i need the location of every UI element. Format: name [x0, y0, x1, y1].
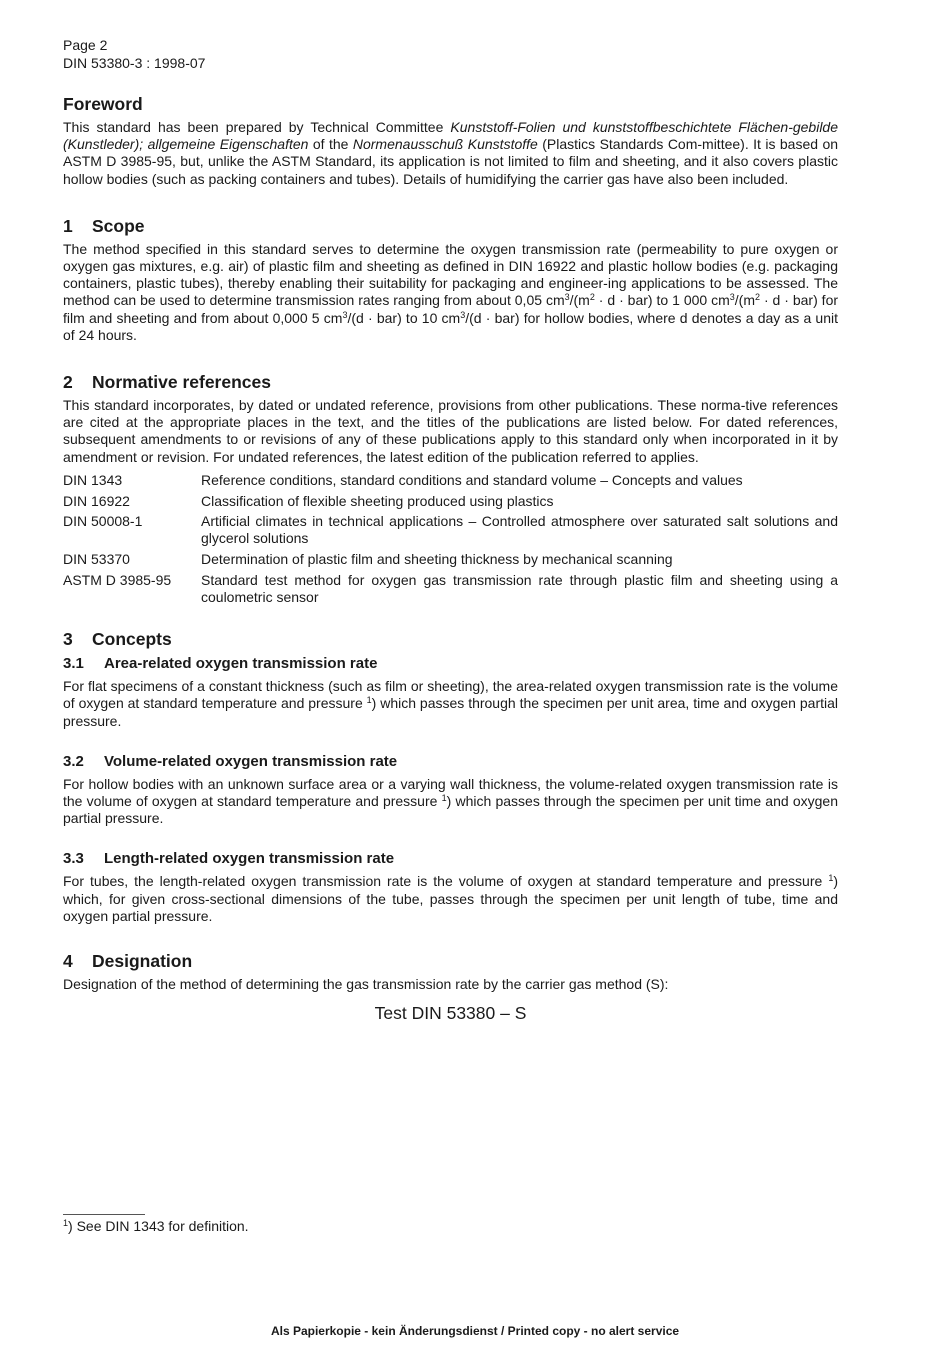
- reference-code: DIN 16922: [63, 492, 130, 509]
- scope-paragraph: The method specified in this standard serves to determine the oxygen transmission rate (permeability to pure oxygen or oxygen gas mixtures, e.g. air) of plastic film and sheeting as defined in DIN 16922 and plastic hollow bodies (e.g. packaging containers, plastic tubes), thereby enabling their suitability for packaging and engineer-ing applications to be assessed. The method can be used to determine transmission rates ranging from about 0,05 $cm^3/(m^2 \cdot d \cdot bar)$ to 1 000 $cm^3/(m^2 \cdot d \cdot bar)$ for film and sheeting and from about 0,000 5 $cm^3/(d \cdot bar)$ to 10 $cm^3/(d \cdot bar)$ for hollow bodies, where d denotes a day as a unit of 24 hours.: [63, 240, 839, 343]
- footnote-divider: [63, 1214, 145, 1215]
- document-number: DIN 53380-3 : 1998-07: [63, 55, 206, 71]
- document-page: [63, 36, 838, 1024]
- reference-code: DIN 50008-1: [63, 513, 143, 530]
- subsection-paragraph-3-2: For hollow bodies with an unknown surface area or a varying wall thickness, the volume-related oxygen transmission rate is the volume of oxygen at standard temperature and pressure $^1$) which passes through the specimen per unit time and oxygen partial pressure.: [63, 775, 838, 827]
- reference-row: [63, 551, 838, 568]
- reference-title: Classification of flexible sheeting produced using plastics: [201, 492, 554, 509]
- page-footer: Als Papierkopie - kein Änderungsdienst / Printed copy - no alert service: [270, 1324, 680, 1338]
- normative-references-section: [63, 371, 838, 606]
- reference-row: [63, 572, 838, 606]
- designation-formula: Test DIN 53380 – S: [374, 1003, 527, 1024]
- reference-title: Reference conditions, standard conditions and standard volume – Concepts and values: [201, 471, 743, 488]
- reference-code: ASTM D 3985-95: [63, 571, 172, 588]
- footnote: $^1$) See DIN 1343 for definition.: [63, 1218, 249, 1234]
- reference-title: Determination of plastic film and sheeting thickness by mechanical scanning: [201, 551, 673, 568]
- designation-paragraph: Designation of the method of determining the gas transmission rate by the carrier gas method (S):: [63, 976, 669, 993]
- concepts-section: [63, 628, 838, 925]
- page-header: [63, 36, 838, 72]
- scope-section: [63, 215, 838, 344]
- reference-title: Standard test method for oxygen gas transmission rate through plastic film and sheeting using a coulometric sensor: [201, 571, 838, 606]
- foreword-paragraph: This standard has been prepared by Technical Committee Kunststoff-Folien und kunststoffbeschichtete Flächen-gebilde (Kunstleder); allgemeine Eigenschaften of the Normenausschuß Kunststoffe (Plastics Standards Com-mittee). It is based on ASTM D 3985-95, but, unlike the ASTM Standard, its application is not limited to film and sheeting, and it also covers plastic hollow bodies (such as packing containers and tubes). Details of humidifying the carrier gas have also been included.: [63, 119, 839, 187]
- designation-heading: 4 Designation: [63, 951, 193, 972]
- subsection-paragraph-3-3: For tubes, the length-related oxygen transmission rate is the volume of oxygen at standard temperature and pressure $^1$) which, for given cross-sectional dimensions of the tube, passes through the specimen per unit length of tube, time and oxygen partial pressure.: [63, 873, 838, 924]
- subsection-heading-3-3: 3.3 Length-related oxygen transmission rate: [63, 850, 395, 868]
- reference-row: [63, 513, 838, 547]
- normative-references-paragraph: This standard incorporates, by dated or undated reference, provisions from other publications. These norma-tive references are cited at the appropriate places in the text, and the titles of the publications are listed below. For dated references, subsequent amendments to or revisions of any of these publications apply to this standard only when incorporated in it by amendment or revision. For undated references, the latest edition of the publication referred to applies.: [63, 397, 838, 465]
- reference-title: Artificial climates in technical applications – Controlled atmosphere over saturated salt solutions and glycerol solutions: [201, 513, 838, 547]
- subsection-heading-3-1: 3.1 Area-related oxygen transmission rate: [63, 655, 378, 673]
- reference-list: [63, 472, 838, 606]
- reference-row: [63, 493, 838, 510]
- reference-code: DIN 1343: [63, 471, 123, 488]
- foreword-section: [63, 93, 838, 188]
- concepts-heading: 3 Concepts: [63, 629, 172, 650]
- scope-heading: 1 Scope: [63, 215, 145, 236]
- foreword-heading: Foreword: [63, 94, 143, 114]
- designation-section: [63, 950, 838, 1024]
- subsection-paragraph-3-1: For flat specimens of a constant thickness (such as film or sheeting), the area-related oxygen transmission rate is the volume of oxygen at standard temperature and pressure $^1$) which passes through the specimen per unit area, time and oxygen partial pressure.: [63, 678, 839, 729]
- reference-code: DIN 53370: [63, 551, 130, 568]
- subsection-heading-3-2: 3.2 Volume-related oxygen transmission rate: [63, 752, 398, 770]
- normative-references-heading: 2 Normative references: [63, 372, 271, 393]
- reference-row: [63, 472, 838, 489]
- page-number: Page 2: [63, 37, 108, 53]
